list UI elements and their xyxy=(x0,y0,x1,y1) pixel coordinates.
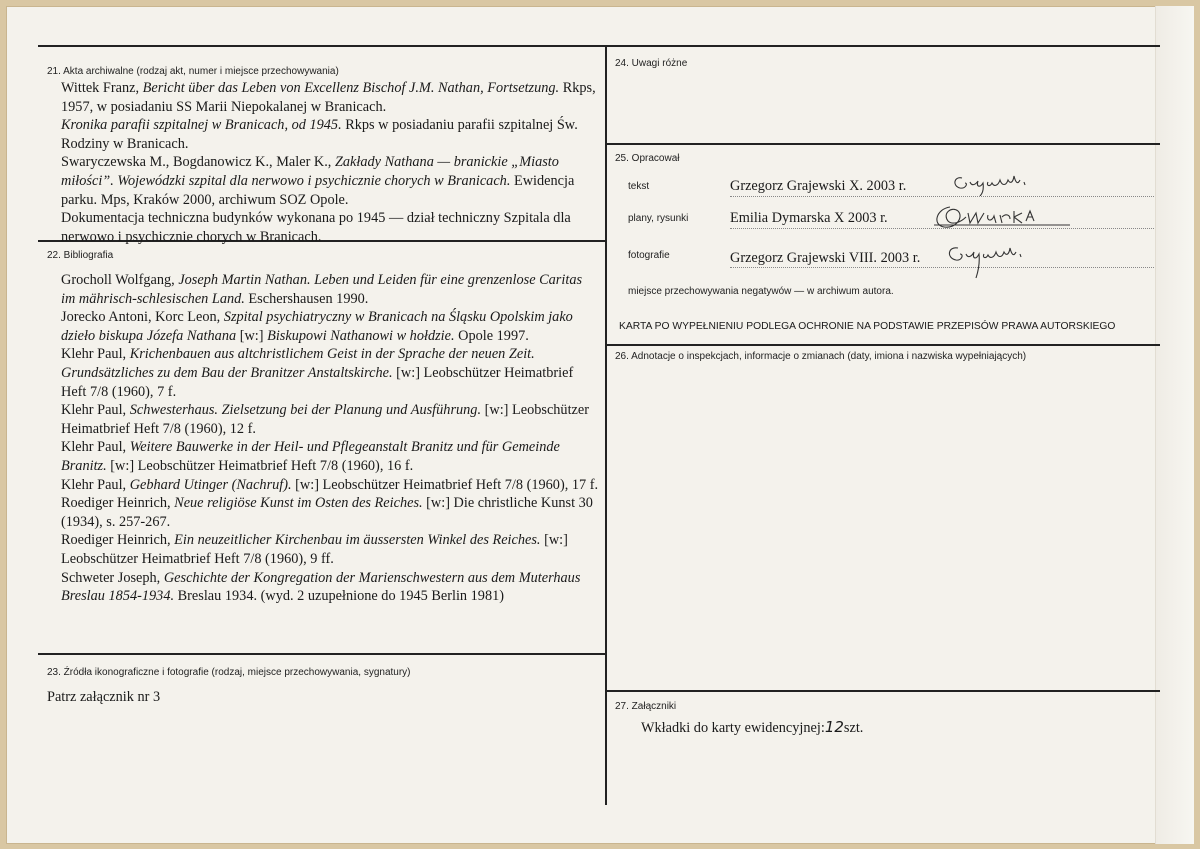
signature-plany xyxy=(930,203,1080,233)
rule-26-27 xyxy=(606,690,1160,692)
row-value-plany: Emilia Dymarska X 2003 r. xyxy=(730,210,888,226)
bibliography-entry: Roediger Heinrich, Ein neuzeitlicher Kirchenbau im äussersten Winkel des Reiches. [w:] Leobschützer Heimatbrief Heft 7/8 (1960), 9 ff. xyxy=(61,532,568,567)
row-key-tekst: tekst xyxy=(628,181,650,192)
bibliography-entry: Klehr Paul, Krichenbauen aus altchristlichem Geist in der Sprache der neuen Zeit. Grundsätzliches zu dem Bau der Branitzer Anstaltskirche. [w:] Leobschützer Heimatbrief Heft 7/8 (1960), 7 f. xyxy=(61,346,574,400)
attachments-line xyxy=(641,718,863,737)
rule-25-26 xyxy=(606,344,1160,346)
signature-fotografie xyxy=(944,240,1044,280)
bibliography-entry: Klehr Paul, Gebhard Utinger (Nachruf). [w:] Leobschützer Heimatbrief Heft 7/8 (1960), 17 f. xyxy=(61,476,599,493)
rule-22-23 xyxy=(38,653,606,655)
row-value-fotografie: Grzegorz Grajewski VIII. 2003 r. xyxy=(730,250,921,266)
archive-entry: Swaryczewska M., Bogdanowicz K., Maler K., Zakłady Nathana — branickie „Miasto miłości”. Wojewódzki szpital dla nerwowo i psychicznie chorych w Branicach. Ewidencja parku. Mps, Kraków 2000, archiwum SOZ Opole. xyxy=(61,154,575,208)
signature-tekst xyxy=(950,170,1040,196)
dotted-line xyxy=(730,196,1154,197)
dotted-line xyxy=(730,267,1154,268)
section-21-text xyxy=(47,79,599,246)
bibliography-entry: Klehr Paul, Weitere Bauwerke in der Heil- und Pflegeanstalt Branitz und für Gemeinde Branitz. [w:] Leobschützer Heimatbrief Heft 7/8 (1960), 16 f. xyxy=(61,439,560,474)
archive-entry: Wittek Franz, Bericht über das Leben von Excellenz Bischof J.M. Nathan, Fortsetzung. Rkps, 1957, w posiadaniu SS Marii Niepokalanej w Branicach. xyxy=(61,80,596,115)
top-rule xyxy=(38,45,1160,47)
archive-entry: Dokumentacja techniczna budynków wykonana po 1945 — dział techniczny Szpitala dla nerwowo i psychicznie chorych w Branicach. xyxy=(61,210,571,245)
section-21-label: 21. Akta archiwalne (rodzaj akt, numer i miejsce przechowywania) xyxy=(47,66,339,77)
row-value-tekst: Grzegorz Grajewski X. 2003 r. xyxy=(730,178,907,194)
bibliography-entry: Grocholl Wolfgang, Joseph Martin Nathan. Leben und Leiden für eine grenzenlose Caritas im mährisch-schlesischen Land. Eschershausen 1990. xyxy=(61,272,583,307)
row-key-plany: plany, rysunki xyxy=(628,213,689,224)
attachments-text: Wkładki do karty ewidencyjnej: xyxy=(641,720,825,736)
bibliography-entry: Jorecko Antoni, Korc Leon, Szpital psychiatryczny w Branicach na Śląsku Opolskim jako dzieło biskupa Józefa Nathana [w:] Biskupowi Nathanowi w hołdzie. Opole 1997. xyxy=(61,309,573,344)
bibliography-entry: Schweter Joseph, Geschichte der Kongregation der Marienschwestern aus dem Muterhaus Breslau 1854-1934. Breslau 1934. (wyd. 2 uzupełnione do 1945 Berlin 1981) xyxy=(61,569,581,605)
copyright-notice: KARTA PO WYPEŁNIENIU PODLEGA OCHRONIE NA PODSTAWIE PRZEPISÓW PRAWA AUTORSKIEGO xyxy=(619,321,1116,332)
rule-24-25 xyxy=(606,143,1160,145)
attachments-count: 12 xyxy=(824,718,844,736)
section-22-label: 22. Bibliografia xyxy=(47,250,114,261)
section-22-text xyxy=(47,271,599,606)
section-27-label: 27. Załączniki xyxy=(615,701,677,712)
section-23-label: 23. Źródła ikonograficzne i fotografie (rodzaj, miejsce przechowywania, sygnatury) xyxy=(47,667,411,678)
section-26-label: 26. Adnotacje o inspekcjach, informacje o zmianach (daty, imiona i nazwiska wypełniających) xyxy=(615,351,1027,362)
archive-entry: Kronika parafii szpitalnej w Branicach, od 1945. Rkps w posiadaniu parafii szpitalnej Św. Rodziny w Branicach. xyxy=(61,117,578,152)
section-25-label: 25. Opracował xyxy=(615,153,680,164)
bibliography-entry: Roediger Heinrich, Neue religiöse Kunst im Osten des Reiches. [w:] Die christliche Kunst 30 (1934), s. 257-267. xyxy=(61,495,593,530)
negatives-location: miejsce przechowywania negatywów — w archiwum autora. xyxy=(628,286,894,297)
bibliography-entry: Klehr Paul, Schwesterhaus. Zielsetzung bei der Planung und Ausführung. [w:] Leobschützer Heimatbrief Heft 7/8 (1960), 12 f. xyxy=(61,402,590,437)
attachments-suffix: szt. xyxy=(843,720,864,736)
row-key-fotografie: fotografie xyxy=(628,250,670,261)
card-edge xyxy=(1155,6,1194,844)
section-23-text: Patrz załącznik nr 3 xyxy=(47,689,161,705)
section-24-label: 24. Uwagi różne xyxy=(615,58,688,69)
